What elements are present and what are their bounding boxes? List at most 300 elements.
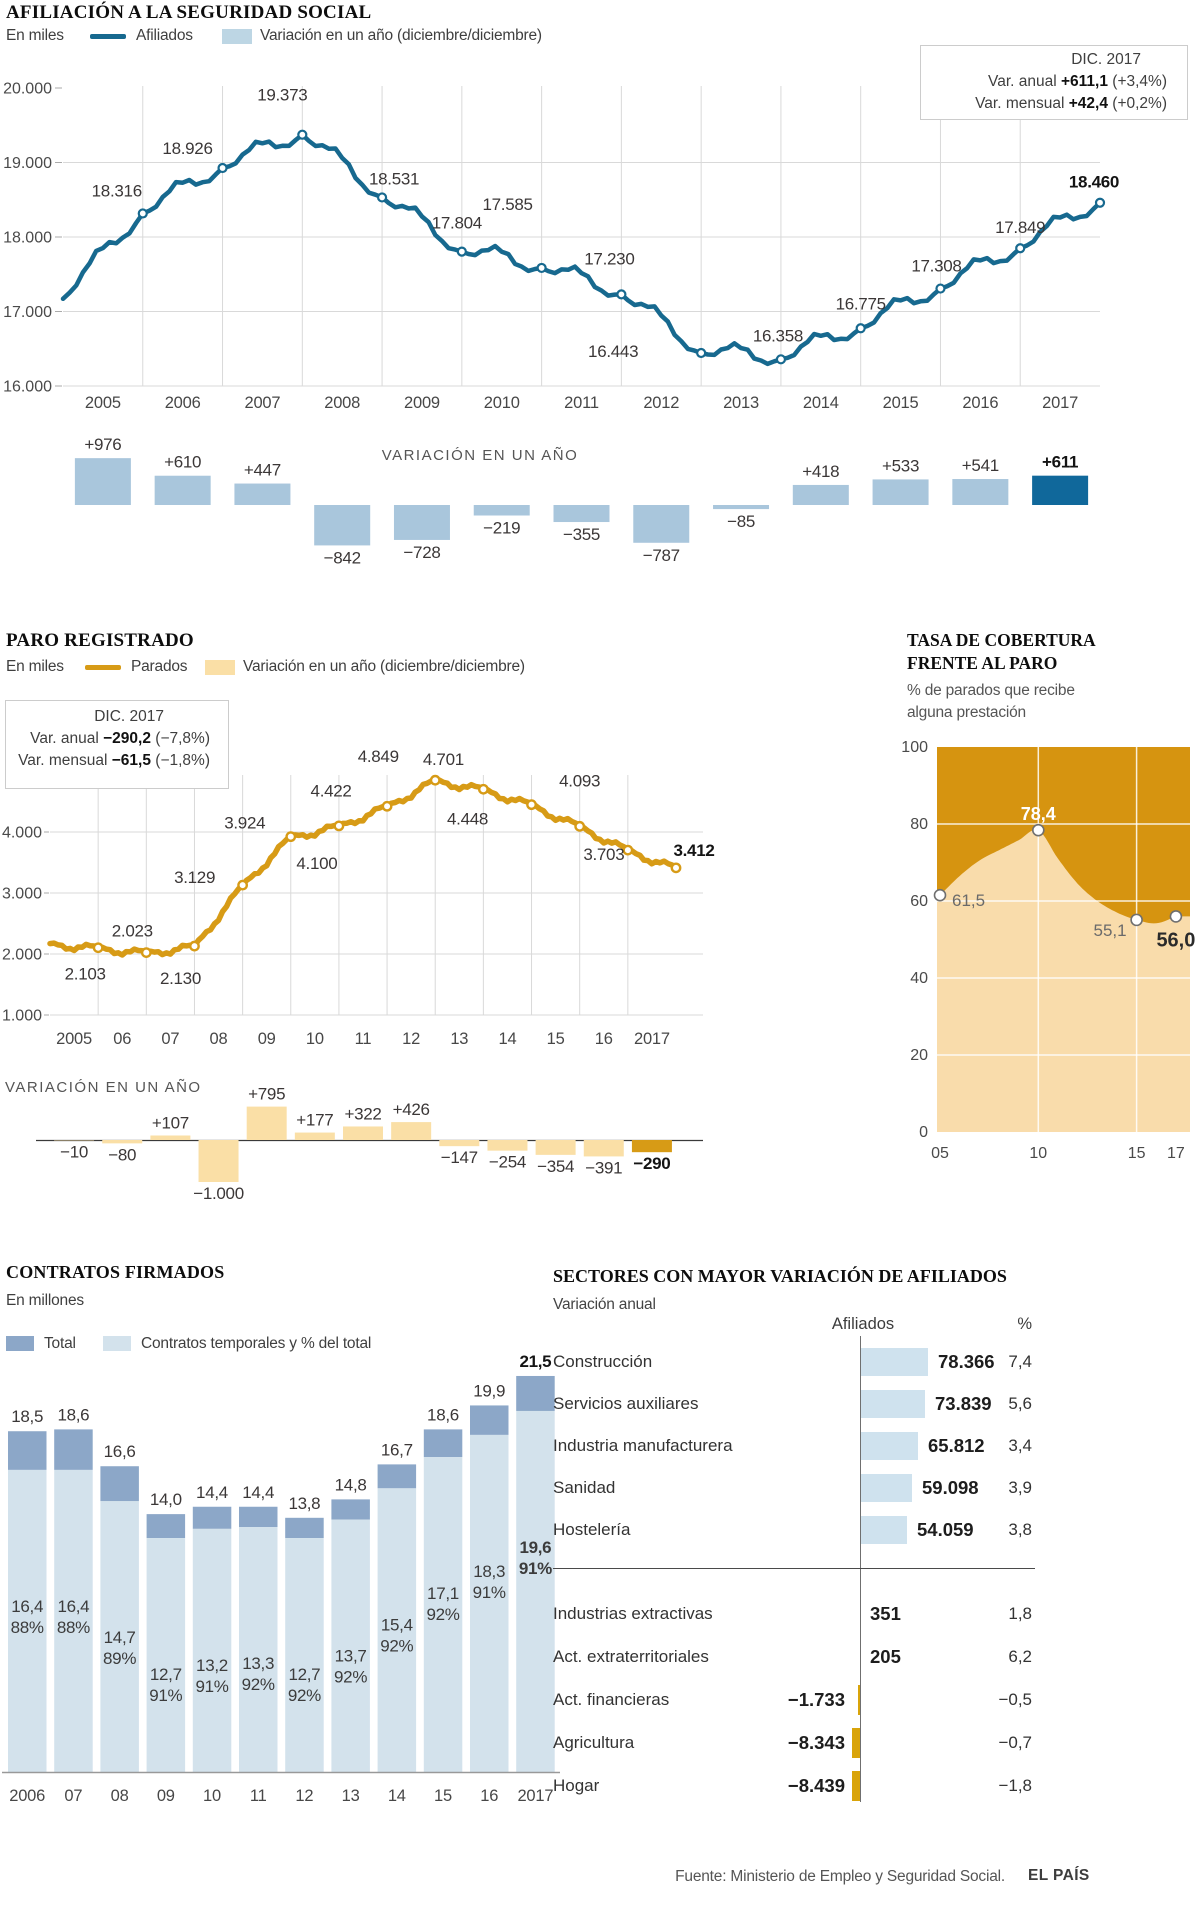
temporal-bar	[193, 1529, 232, 1772]
infobox-pct: (+0,2%)	[1112, 95, 1167, 112]
variation-bar-label: +322	[344, 1104, 382, 1124]
sector-pct: 3,8	[1008, 1520, 1032, 1539]
variation-bar-label: +447	[243, 460, 281, 480]
temporal-label: 16,4	[57, 1596, 90, 1616]
variacion-bar-swatch-icon	[222, 29, 252, 44]
highlight-label: 61,5	[952, 891, 986, 911]
x-axis-tick: 07	[64, 1787, 83, 1805]
sector-label: Industria manufacturera	[553, 1436, 733, 1455]
x-axis-tick: 2007	[244, 394, 281, 412]
variation-bar-label: −290	[633, 1154, 671, 1174]
temporal-pct-label: 92%	[287, 1686, 321, 1706]
variation-bar-label: −219	[483, 518, 521, 538]
sectores-title: SECTORES CON MAYOR VARIACIÓN DE AFILIADOS	[553, 1266, 1007, 1286]
infobox-row	[921, 71, 1187, 93]
temporal-pct-label: 92%	[426, 1605, 460, 1625]
infobox-period: DIC. 2017	[94, 708, 164, 725]
infobox-value: −290,2	[103, 730, 151, 747]
x-axis-tick: 12	[402, 1030, 421, 1048]
sector-row-bot-0	[553, 1597, 1038, 1631]
december-marker	[777, 355, 785, 363]
variation-bar-label: −355	[562, 525, 601, 545]
point-label: 4.422	[310, 781, 352, 801]
variation-bar	[536, 1140, 576, 1155]
x-axis-tick: 14	[498, 1030, 517, 1048]
total-bar	[285, 1518, 324, 1538]
temporal-bar	[516, 1411, 555, 1772]
total-label: 18,5	[11, 1407, 44, 1427]
x-axis-tick: 10	[305, 1030, 324, 1048]
total-label: 18,6	[57, 1405, 90, 1425]
point-label: 4.448	[447, 809, 489, 829]
variation-bar-label: +795	[248, 1084, 286, 1104]
sector-pct: 5,6	[1008, 1394, 1032, 1413]
x-axis-tick: 16	[480, 1787, 499, 1805]
variation-bar-label: +418	[802, 461, 840, 481]
temporal-bar	[239, 1527, 278, 1772]
infobox-row	[6, 750, 228, 772]
infobox-value: −61,5	[111, 752, 151, 769]
infobox-label: Var. anual	[988, 73, 1057, 90]
y-axis-tick: 18.000	[3, 229, 52, 247]
sectores-divider	[553, 1568, 1035, 1569]
total-label: 14,8	[334, 1475, 367, 1495]
total-label: 16,7	[380, 1440, 413, 1460]
temporal-bar	[285, 1538, 324, 1772]
afiliacion-legend-line: Afiliados	[136, 27, 193, 44]
highlight-marker	[1131, 914, 1142, 925]
sector-bar	[861, 1516, 907, 1544]
sector-value: 59.098	[922, 1477, 979, 1498]
sector-bar-negative	[852, 1728, 860, 1758]
x-axis-tick: 11	[249, 1787, 267, 1805]
variation-bar-label: −842	[323, 548, 361, 568]
variation-bar-label: −728	[403, 542, 441, 562]
temporal-bar	[147, 1538, 186, 1772]
december-marker	[527, 800, 535, 808]
paro-legend-line: Parados	[131, 658, 188, 675]
variation-bar	[295, 1133, 335, 1140]
infobox-value: +42,4	[1068, 95, 1108, 112]
point-label: 3.924	[224, 813, 266, 833]
sector-value: 78.366	[938, 1351, 995, 1372]
variation-bar-label: +107	[151, 1113, 189, 1133]
y-axis-tick: 1.000	[1, 1007, 42, 1025]
point-label: 18.531	[368, 169, 420, 189]
cobertura-title-line1: TASA DE COBERTURA	[907, 630, 1096, 650]
variation-bar	[155, 476, 211, 505]
infobox-label: Var. anual	[30, 730, 99, 747]
total-bar	[8, 1431, 47, 1470]
temporal-bar	[470, 1435, 509, 1772]
x-axis-tick: 2014	[802, 394, 839, 412]
total-bar	[331, 1499, 370, 1519]
sector-row-top-3	[553, 1471, 1038, 1505]
temporal-label: 13,2	[196, 1655, 228, 1675]
column-header-pct: %	[1017, 1315, 1032, 1333]
total-bar	[239, 1507, 278, 1527]
x-axis-tick: 2005	[84, 394, 121, 412]
sector-label: Act. financieras	[553, 1690, 670, 1709]
december-marker	[383, 802, 391, 810]
x-axis-tick: 2017	[1042, 394, 1079, 412]
sector-row-bot-2	[553, 1683, 1038, 1717]
december-marker	[458, 248, 466, 256]
point-label: 18.460	[1068, 172, 1120, 192]
total-label: 13,8	[288, 1493, 321, 1513]
variation-bar-label: −85	[727, 512, 756, 532]
sector-bar	[861, 1474, 912, 1502]
infobox-pct: (+3,4%)	[1112, 73, 1167, 90]
paro-legend-bars: Variación en un año (diciembre/diciembre)	[243, 658, 525, 675]
point-label: 3.412	[673, 840, 715, 860]
infobox-label: Var. mensual	[18, 752, 108, 769]
variation-bar	[873, 479, 929, 505]
sector-label: Hostelería	[553, 1520, 631, 1539]
highlight-label: 78,4	[1020, 804, 1056, 825]
sector-label: Hogar	[553, 1776, 600, 1795]
highlight-label: 55,1	[1093, 920, 1127, 940]
y-axis-tick: 2.000	[1, 946, 42, 964]
temporal-pct-label: 92%	[241, 1675, 275, 1695]
x-axis-tick: 11	[354, 1030, 372, 1048]
december-marker	[431, 776, 439, 784]
x-axis-tick: 2005	[56, 1030, 93, 1048]
sector-pct: −0,5	[998, 1690, 1032, 1709]
total-bar	[100, 1466, 138, 1501]
sector-row-bot-1	[553, 1640, 1038, 1674]
afiliacion-infobox	[920, 45, 1188, 120]
sector-pct: −1,8	[998, 1776, 1032, 1795]
variation-bar-label: −10	[60, 1142, 89, 1162]
x-axis-tick: 2006	[9, 1787, 46, 1805]
temporal-pct-label: 91%	[149, 1686, 183, 1706]
infobox-pct: (−7,8%)	[155, 730, 210, 747]
x-axis-tick: 2016	[962, 394, 999, 412]
afiliacion-unit: En miles	[6, 27, 64, 44]
x-axis-tick: 17	[1167, 1145, 1185, 1162]
december-marker	[575, 822, 583, 830]
point-label: 4.100	[296, 853, 338, 873]
point-label: 18.926	[162, 139, 213, 159]
total-bar	[378, 1464, 417, 1488]
variation-bar	[150, 1136, 190, 1140]
variation-bar	[584, 1140, 624, 1156]
x-axis-tick: 09	[156, 1787, 175, 1805]
y-axis-tick: 20.000	[3, 80, 52, 98]
afiliacion-legend-bars: Variación en un año (diciembre/diciembre)	[260, 27, 542, 44]
variation-bar-label: −787	[642, 545, 680, 565]
december-marker	[219, 164, 227, 172]
cobertura-title-line2: FRENTE AL PARO	[907, 653, 1058, 673]
parados-line-swatch-icon	[85, 665, 121, 670]
december-marker	[624, 846, 632, 854]
variation-bar-label: −254	[488, 1152, 527, 1172]
x-axis-tick: 08	[209, 1030, 228, 1048]
temporal-pct-label: 88%	[10, 1617, 44, 1637]
sector-label: Agricultura	[553, 1733, 635, 1752]
x-axis-tick: 2017	[517, 1787, 554, 1805]
total-bar	[147, 1514, 186, 1538]
total-bar	[424, 1429, 463, 1457]
y-axis-tick: 0	[919, 1124, 928, 1141]
paro-unit: En miles	[6, 658, 64, 675]
temporal-pct-label: 92%	[380, 1636, 414, 1656]
total-label: 21,5	[519, 1351, 552, 1371]
sector-pct: 6,2	[1008, 1647, 1032, 1666]
x-axis-tick: 2011	[564, 394, 599, 412]
sector-value: −1.733	[787, 1689, 845, 1710]
sectores-subtitle: Variación anual	[553, 1296, 656, 1313]
temporal-label: 14,7	[103, 1628, 136, 1648]
source-credit: Fuente: Ministerio de Empleo y Seguridad Social.	[675, 1868, 1005, 1885]
total-label: 16,6	[103, 1442, 136, 1462]
variation-bar-label: +611	[1042, 452, 1079, 472]
sector-value: 205	[870, 1646, 901, 1667]
temporal-label: 15,4	[380, 1615, 413, 1635]
december-marker	[538, 264, 546, 272]
afiliacion-title: AFILIACIÓN A LA SEGURIDAD SOCIAL	[6, 2, 372, 23]
variation-bar-label: −1.000	[193, 1184, 244, 1203]
point-label: 17.585	[482, 194, 533, 214]
sector-label: Act. extraterritoriales	[553, 1647, 709, 1666]
publisher-logo: EL PAÍS	[1028, 1867, 1090, 1884]
december-marker	[94, 944, 102, 952]
afiliados-line-swatch-icon	[90, 34, 126, 39]
sector-pct: 7,4	[1008, 1352, 1032, 1371]
contratos-unit: En millones	[6, 1292, 84, 1309]
point-label: 17.849	[995, 218, 1046, 238]
variation-bar-highlight	[632, 1140, 672, 1152]
point-label: 4.701	[422, 750, 464, 770]
paro-bar-swatch-icon	[205, 660, 235, 675]
temporal-label: 16,4	[11, 1596, 44, 1616]
contratos-title: CONTRATOS FIRMADOS	[6, 1262, 225, 1282]
x-axis-tick: 13	[341, 1787, 360, 1805]
temporal-pct-label: 91%	[518, 1558, 552, 1578]
infobox-row	[921, 93, 1187, 115]
temporal-pct-label: 91%	[472, 1582, 506, 1602]
variation-bar	[391, 1122, 431, 1140]
variation-bar	[343, 1126, 383, 1140]
variation-bar-label: +177	[296, 1110, 334, 1130]
variation-bar-label: +426	[392, 1100, 430, 1120]
temporal-label: 12,7	[288, 1665, 321, 1685]
x-axis-tick: 07	[161, 1030, 180, 1048]
variation-bar	[102, 1140, 142, 1143]
x-axis-tick: 14	[387, 1787, 406, 1805]
december-marker	[617, 290, 625, 298]
temporal-pct-label: 92%	[334, 1667, 368, 1687]
paro-title: PARO REGISTRADO	[6, 630, 194, 651]
temporal-pct-label: 91%	[195, 1676, 229, 1696]
variation-bar	[633, 505, 689, 543]
total-bar	[516, 1376, 555, 1411]
total-label: 19,9	[473, 1381, 506, 1401]
sector-value: 54.059	[917, 1519, 974, 1540]
variation-bar	[234, 484, 290, 505]
x-axis-tick: 2013	[723, 394, 759, 412]
x-axis-tick: 15	[546, 1030, 565, 1048]
variation-bar-label: −354	[537, 1156, 575, 1176]
variation-bar	[554, 505, 610, 522]
december-marker	[1096, 199, 1104, 207]
y-axis-tick: 100	[901, 739, 928, 756]
contratos-legend-temporal: Contratos temporales y % del total	[141, 1335, 372, 1352]
variation-bar-label: +541	[961, 456, 999, 476]
sector-value: −8.439	[787, 1775, 845, 1796]
total-label: 14,4	[242, 1482, 275, 1502]
sector-value: 351	[870, 1603, 901, 1624]
sector-bar	[861, 1390, 925, 1418]
x-axis-tick: 2008	[324, 394, 361, 412]
variation-bar	[394, 505, 450, 540]
sector-label: Sanidad	[553, 1478, 616, 1497]
december-marker	[139, 209, 147, 217]
y-axis-tick: 3.000	[1, 885, 42, 903]
total-label: 18,6	[427, 1405, 459, 1425]
temporal-label: 13,7	[334, 1646, 367, 1666]
total-bar	[193, 1507, 232, 1529]
point-label: 16.358	[752, 326, 804, 346]
point-label: 2.023	[111, 921, 153, 941]
december-marker	[238, 881, 246, 889]
variation-bar-label: +533	[882, 456, 920, 476]
paro-infobox	[5, 700, 229, 789]
sector-pct: −0,7	[998, 1733, 1032, 1752]
y-axis-tick: 20	[910, 1047, 928, 1064]
temporal-label: 12,7	[149, 1665, 182, 1685]
temporal-pct-label: 88%	[56, 1617, 90, 1637]
temporal-label: 17,1	[427, 1584, 459, 1604]
point-label: 2.103	[64, 964, 106, 984]
variation-bar	[487, 1140, 527, 1151]
point-label: 3.129	[174, 868, 216, 888]
point-label: 16.775	[835, 294, 886, 314]
x-axis-tick: 09	[257, 1030, 276, 1048]
variation-bar	[439, 1140, 479, 1146]
variation-bar-label: −147	[440, 1148, 478, 1168]
x-axis-tick: 10	[1029, 1145, 1048, 1162]
december-marker	[287, 832, 295, 840]
sector-value: −8.343	[787, 1732, 845, 1753]
y-axis-tick: 40	[910, 970, 928, 987]
y-axis-tick: 60	[910, 893, 928, 910]
x-axis-tick: 2006	[164, 394, 201, 412]
point-label: 17.804	[431, 213, 482, 233]
x-axis-tick: 2017	[633, 1030, 670, 1048]
variation-bar	[247, 1107, 287, 1140]
temporal-label: 13,3	[242, 1654, 275, 1674]
variation-bar	[474, 505, 530, 516]
temporal-swatch-icon	[103, 1336, 131, 1351]
infobox-pct: (−1,8%)	[155, 752, 210, 769]
point-label: 4.093	[559, 771, 601, 791]
infobox-row	[6, 728, 228, 750]
sector-row-top-4	[553, 1513, 1038, 1547]
variation-bar	[713, 505, 769, 509]
total-label: 14,0	[149, 1490, 182, 1510]
x-axis-tick: 2009	[404, 394, 440, 412]
sector-value: 73.839	[935, 1393, 992, 1414]
contratos-legend-total: Total	[44, 1335, 76, 1352]
y-axis-tick: 80	[910, 816, 928, 833]
point-label: 19.373	[257, 85, 308, 105]
infobox-period: DIC. 2017	[1071, 51, 1141, 68]
sector-pct: 1,8	[1008, 1604, 1032, 1623]
x-axis-tick: 13	[450, 1030, 469, 1048]
sector-label: Construcción	[553, 1352, 653, 1371]
variation-bar-label: +610	[164, 452, 202, 472]
december-marker	[378, 193, 386, 201]
sector-pct: 3,4	[1008, 1436, 1032, 1455]
sector-row-top-0	[553, 1345, 1038, 1379]
sector-bar	[861, 1432, 918, 1460]
variation-title: VARIACIÓN EN UN AÑO	[5, 1079, 202, 1096]
december-marker	[697, 349, 705, 357]
december-marker	[672, 864, 680, 872]
cobertura-subtitle-line2: alguna prestación	[907, 704, 1026, 721]
sector-row-top-2	[553, 1429, 1038, 1463]
december-marker	[1016, 244, 1024, 252]
december-marker	[479, 785, 487, 793]
sector-pct: 3,9	[1008, 1478, 1032, 1497]
point-label: 17.230	[584, 249, 635, 269]
sector-bar-negative	[858, 1685, 860, 1715]
highlight-marker	[935, 890, 946, 901]
point-label: 16.443	[588, 341, 639, 361]
variation-bar	[199, 1140, 239, 1182]
variation-bar	[314, 505, 370, 545]
infobox-value: +611,1	[1060, 73, 1108, 90]
sector-label: Industrias extractivas	[553, 1604, 713, 1623]
y-axis-tick: 19.000	[3, 155, 52, 172]
sector-bar-negative	[852, 1771, 860, 1801]
y-axis-tick: 16.000	[3, 378, 52, 396]
december-marker	[190, 942, 198, 950]
sector-row-bot-3	[553, 1726, 1038, 1760]
x-axis-tick: 2012	[643, 394, 680, 412]
temporal-label: 18,3	[473, 1561, 506, 1581]
december-marker	[857, 324, 865, 332]
total-label: 14,4	[196, 1482, 228, 1502]
x-axis-tick: 16	[594, 1030, 613, 1048]
sector-bar	[861, 1348, 928, 1376]
variation-bar	[952, 479, 1008, 505]
cobertura-subtitle-line1: % de parados que recibe	[907, 682, 1075, 699]
point-label: 3.703	[583, 845, 625, 865]
x-axis-tick: 06	[113, 1030, 132, 1048]
total-swatch-icon	[6, 1336, 34, 1351]
variation-bar	[793, 485, 849, 505]
highlight-label: 56,0	[1156, 929, 1196, 952]
x-axis-tick: 05	[931, 1145, 949, 1162]
december-marker	[298, 131, 306, 139]
infobox-label: Var. mensual	[975, 95, 1065, 112]
y-axis-tick: 17.000	[3, 304, 52, 321]
point-label: 18.316	[91, 181, 142, 201]
december-marker	[936, 285, 944, 293]
x-axis-tick: 12	[295, 1787, 314, 1805]
variation-bar-label: −80	[108, 1145, 137, 1165]
column-header-afiliados: Afiliados	[831, 1315, 895, 1333]
highlight-marker	[1170, 911, 1181, 922]
variation-bar-label: −391	[585, 1158, 623, 1178]
point-label: 2.130	[159, 969, 201, 989]
variation-bar-label: +976	[84, 435, 122, 455]
total-bar	[54, 1429, 92, 1470]
temporal-pct-label: 89%	[103, 1649, 137, 1669]
